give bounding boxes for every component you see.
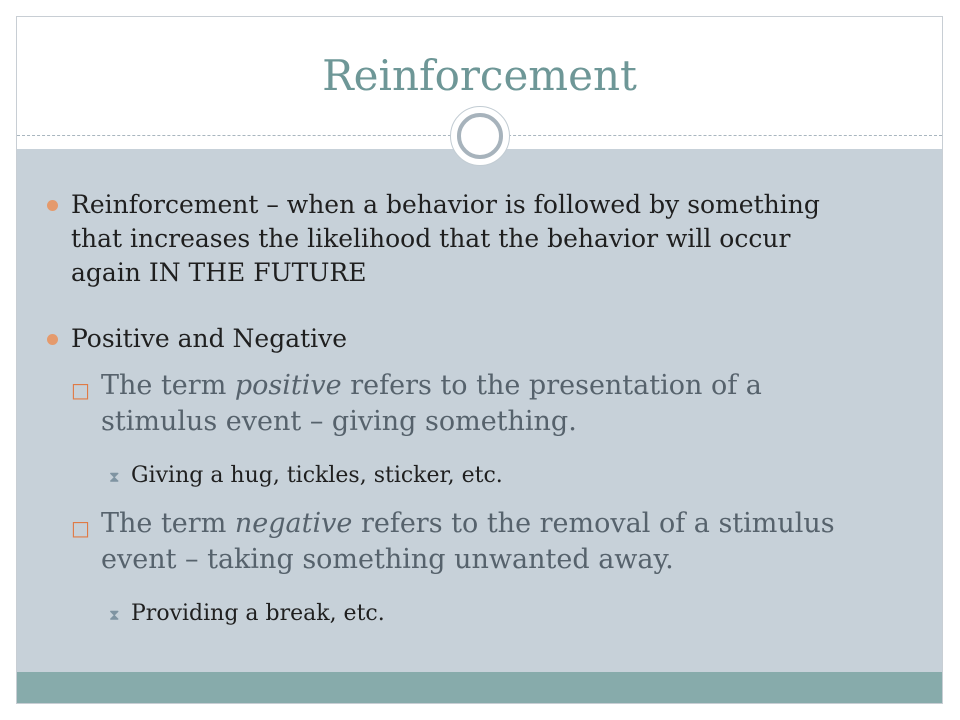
- inner-ring: [457, 113, 503, 159]
- sub-bullet-text-after: refers to the removal of a stimulus event – taking something unwanted away.: [101, 508, 835, 575]
- square-bullet-icon: □: [71, 516, 90, 540]
- hourglass-bullet-icon: ⧗: [109, 468, 120, 486]
- sub-sub-bullet-item: [109, 599, 851, 629]
- sub-bullet-text-before: The term: [101, 370, 235, 401]
- circle-bullet-icon: [47, 334, 58, 345]
- ring-ornament-icon: [450, 106, 510, 166]
- hourglass-bullet-icon: ⧗: [109, 606, 120, 624]
- slide: [16, 16, 943, 704]
- sub-bullet-text-before: The term: [101, 508, 235, 539]
- sub-sub-bullet-item: [109, 461, 851, 491]
- sub-bullet-emphasis: positive: [234, 370, 342, 401]
- bullet-text: Reinforcement – when a behavior is followed by something that increases the likelihood that the behavior will occur again IN THE FUTURE: [71, 190, 820, 287]
- bullet-text: Positive and Negative: [71, 324, 348, 353]
- sub-bullet-text-after: refers to the presentation of a stimulus event – giving something.: [101, 370, 762, 437]
- bullet-item: [71, 322, 831, 356]
- sub-bullet-item: [71, 506, 861, 578]
- sub-bullet-emphasis: negative: [234, 508, 353, 539]
- sub-sub-bullet-text: Providing a break, etc.: [131, 601, 385, 626]
- footer-bar: [17, 672, 942, 704]
- square-bullet-icon: □: [71, 378, 90, 402]
- sub-bullet-item: [71, 368, 861, 440]
- sub-sub-bullet-text: Giving a hug, tickles, sticker, etc.: [131, 463, 503, 488]
- slide-title: Reinforcement: [322, 51, 637, 100]
- content-area: [17, 149, 942, 672]
- circle-bullet-icon: [47, 200, 58, 211]
- bullet-item: [71, 188, 831, 290]
